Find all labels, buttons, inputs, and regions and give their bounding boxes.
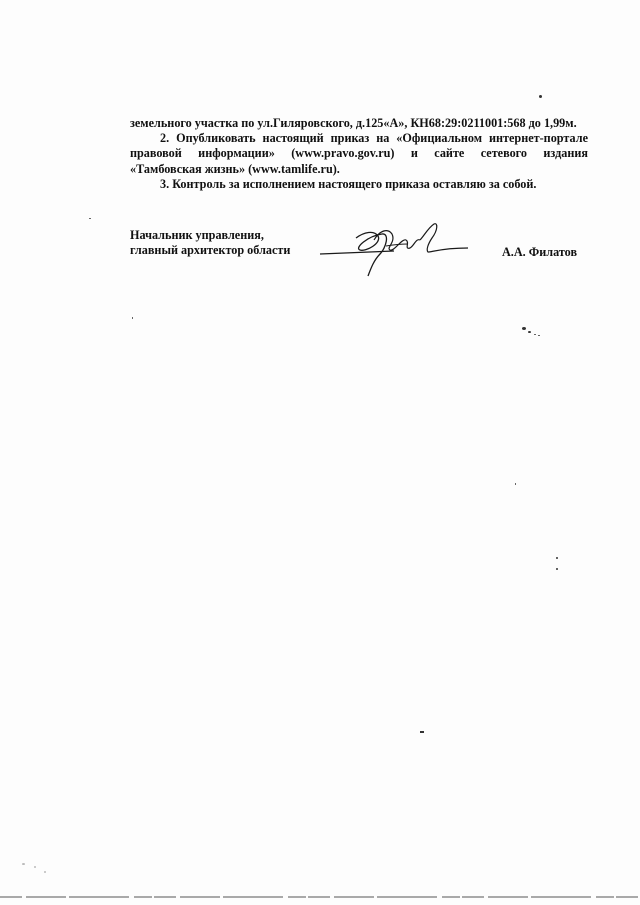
paragraph-publish-line-2-text: правовой информации» (www.pravo.gov.ru) и сайте сетевого издания (130, 146, 588, 161)
paragraph-land-plot-text: земельного участка по ул.Гиляровского, д.125«А», КН68:29:0211001:568 до 1,99м. (130, 116, 577, 130)
scan-speck (528, 331, 531, 333)
scan-speck (522, 327, 526, 330)
paragraph-control (130, 177, 588, 192)
document-body (130, 116, 588, 192)
scan-speck (539, 95, 542, 98)
signature-block (130, 228, 590, 288)
paragraph-land-plot (130, 116, 588, 131)
handwritten-signature (316, 218, 476, 288)
paragraph-publish-line-2 (130, 146, 588, 161)
scan-speck (556, 557, 558, 559)
scan-speck (44, 871, 46, 873)
scan-speck (515, 483, 516, 485)
paragraph-publish-line-1-text: 2. Опубликовать настоящий приказ на «Официальном интернет-портале (160, 131, 588, 146)
scan-speck (22, 863, 25, 865)
scan-speck (34, 866, 36, 868)
scan-speck (420, 731, 424, 733)
signatory-name: А.А. Филатов (502, 245, 578, 259)
signatory-title-line-1: Начальник управления, (130, 228, 264, 242)
signatory-title (130, 228, 290, 258)
scan-bottom-edge (0, 896, 640, 898)
paragraph-publish-line-1 (130, 131, 588, 146)
paragraph-publish-line-3 (130, 162, 588, 177)
scan-speck (556, 568, 558, 570)
scan-speck (132, 317, 133, 319)
paragraph-publish-line-3-text: «Тамбовская жизнь» (www.tamlife.ru). (130, 161, 340, 176)
scan-speck (534, 334, 536, 335)
scan-speck (89, 218, 91, 219)
scan-speck (538, 335, 540, 336)
paragraph-control-text: 3. Контроль за исполнением настоящего приказа оставляю за собой. (160, 176, 537, 191)
signatory-title-line-2: главный архитектор области (130, 243, 291, 258)
